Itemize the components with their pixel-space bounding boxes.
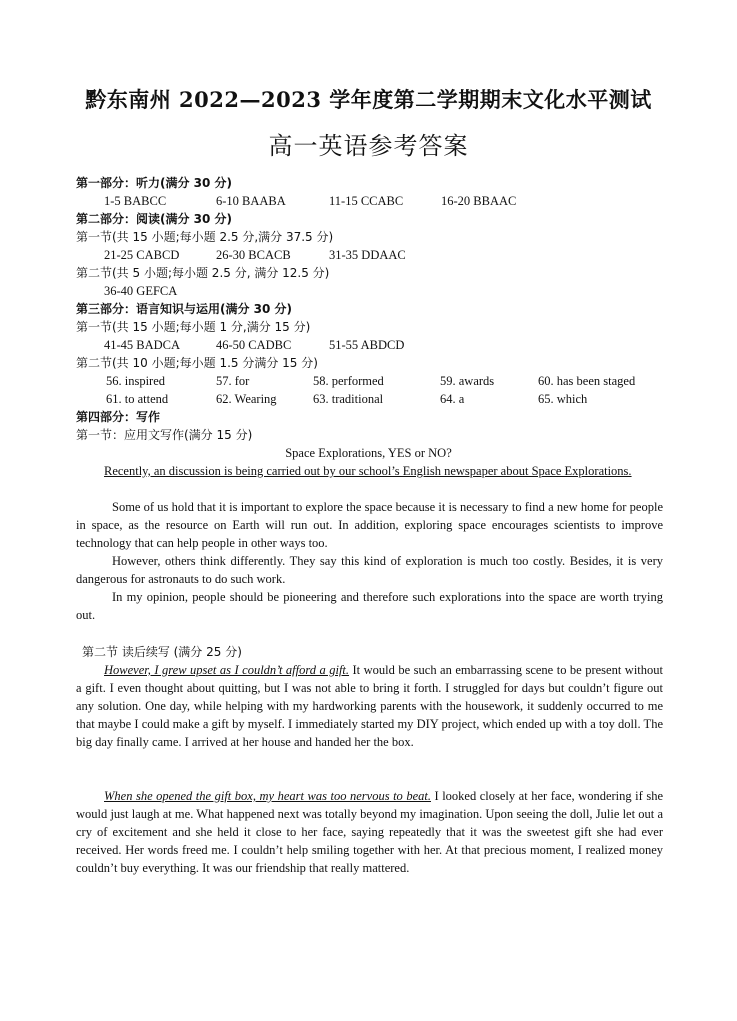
answer-group: 21-25 CABCD (104, 248, 180, 262)
essay-title: Space Explorations, YES or NO? (285, 446, 452, 460)
answer-group: 46-50 CADBC (216, 338, 292, 352)
paragraph-text: It would be such an embarrassing scene to be present without a gift. I even thought about quitting, but I was not able to bring it forth. I struggled for days but couldn’t figure out any solution. One day, while helping with my hardworking parents with the housework, it suddenly occurred to me that maybe I could make a gift by myself. I immediately started my DIY project, which ended up with a toy doll. The big day finally came. I arrived at her house and handed her the box. (76, 663, 663, 749)
part4-heading: 第四部分：写作 (76, 410, 161, 424)
given-opening-sentence: When she opened the gift box, my heart was too nervous to beat. (104, 789, 431, 803)
answer-group: 41-45 BADCA (104, 338, 181, 352)
answer-item: 57. for (216, 374, 250, 388)
part2-section2-heading: 第二节(共 5 小题;每小题 2.5 分, 满分 12.5 分) (76, 266, 330, 280)
answer-item: 56. inspired (106, 374, 166, 388)
underlined-opening: Recently, an discussion is being carried out by our school’s English newspaper about Space Explorations. (104, 464, 632, 478)
essay-paragraph (76, 462, 663, 480)
answer-group: 26-30 BCACB (216, 248, 291, 262)
paragraph-text: I looked closely at her face, wondering if she would just laugh at me. What happened next was totally beyond my imagination. Upon seeing the doll, Julie let out a cry of excitement and she held it close to her face, saying repeatedly that it was the sweetest gift she had ever received. Her words freed me. I couldn’t help smiling together with her. At that precious moment, I realized money couldn’t buy everything. It was our friendship that really mattered. (76, 789, 663, 875)
continuation-paragraph (76, 787, 663, 877)
answer-item: 60. has been staged (538, 374, 636, 388)
part2-heading: 第二部分：阅读(满分 30 分) (76, 212, 233, 226)
answer-group: 31-35 DDAAC (329, 248, 406, 262)
answer-item: 59. awards (440, 374, 495, 388)
part4-section2-heading: 第二节 读后续写 (满分 25 分) (82, 645, 242, 659)
answer-item: 64. a (440, 392, 465, 406)
answer-item: 61. to attend (106, 392, 169, 406)
part3-section2-heading: 第二节(共 10 小题;每小题 1.5 分满分 15 分) (76, 356, 318, 370)
part3-section1-heading: 第一节(共 15 小题;每小题 1 分,满分 15 分) (76, 320, 311, 334)
essay-paragraph: However, others think differently. They say this kind of exploration is much too costly. Besides, it is very dangerous for astronauts to do such work. (76, 554, 663, 586)
answer-group: 51-55 ABDCD (329, 338, 405, 352)
answer-group: 11-15 CCABC (329, 194, 404, 208)
answer-item: 63. traditional (313, 392, 384, 406)
part3-heading: 第三部分：语言知识与运用(满分 30 分) (76, 302, 293, 316)
essay-paragraph: In my opinion, people should be pioneering and therefore such explorations into the space are worth trying out. (76, 590, 663, 622)
given-opening-sentence: However, I grew upset as I couldn’t afford a gift. (104, 663, 350, 677)
answer-group: 1-5 BABCC (104, 194, 167, 208)
essay-paragraph: Some of us hold that it is important to explore the space because it is necessary to find a new home for people in space, as the resource on Earth will run out. In addition, exploring space encourages scientists to improve technology that can help people in other ways too. (76, 500, 663, 550)
document-title: 黔东南州 2022—2023 学年度第二学期期末文化水平测试 (85, 87, 652, 112)
answer-item: 65. which (538, 392, 588, 406)
part4-section1-heading: 第一节：应用文写作(满分 15 分) (76, 428, 253, 442)
part2-section1-heading: 第一节(共 15 小题;每小题 2.5 分,满分 37.5 分) (76, 230, 334, 244)
answer-group: 6-10 BAABA (216, 194, 286, 208)
answer-group: 36-40 GEFCA (104, 284, 178, 298)
answer-item: 62. Wearing (216, 392, 277, 406)
part1-heading: 第一部分：听力(满分 30 分) (76, 176, 233, 190)
continuation-paragraph (76, 661, 663, 751)
answer-item: 58. performed (313, 374, 384, 388)
document-subtitle: 高一英语参考答案 (268, 132, 469, 160)
answer-group: 16-20 BBAAC (441, 194, 517, 208)
